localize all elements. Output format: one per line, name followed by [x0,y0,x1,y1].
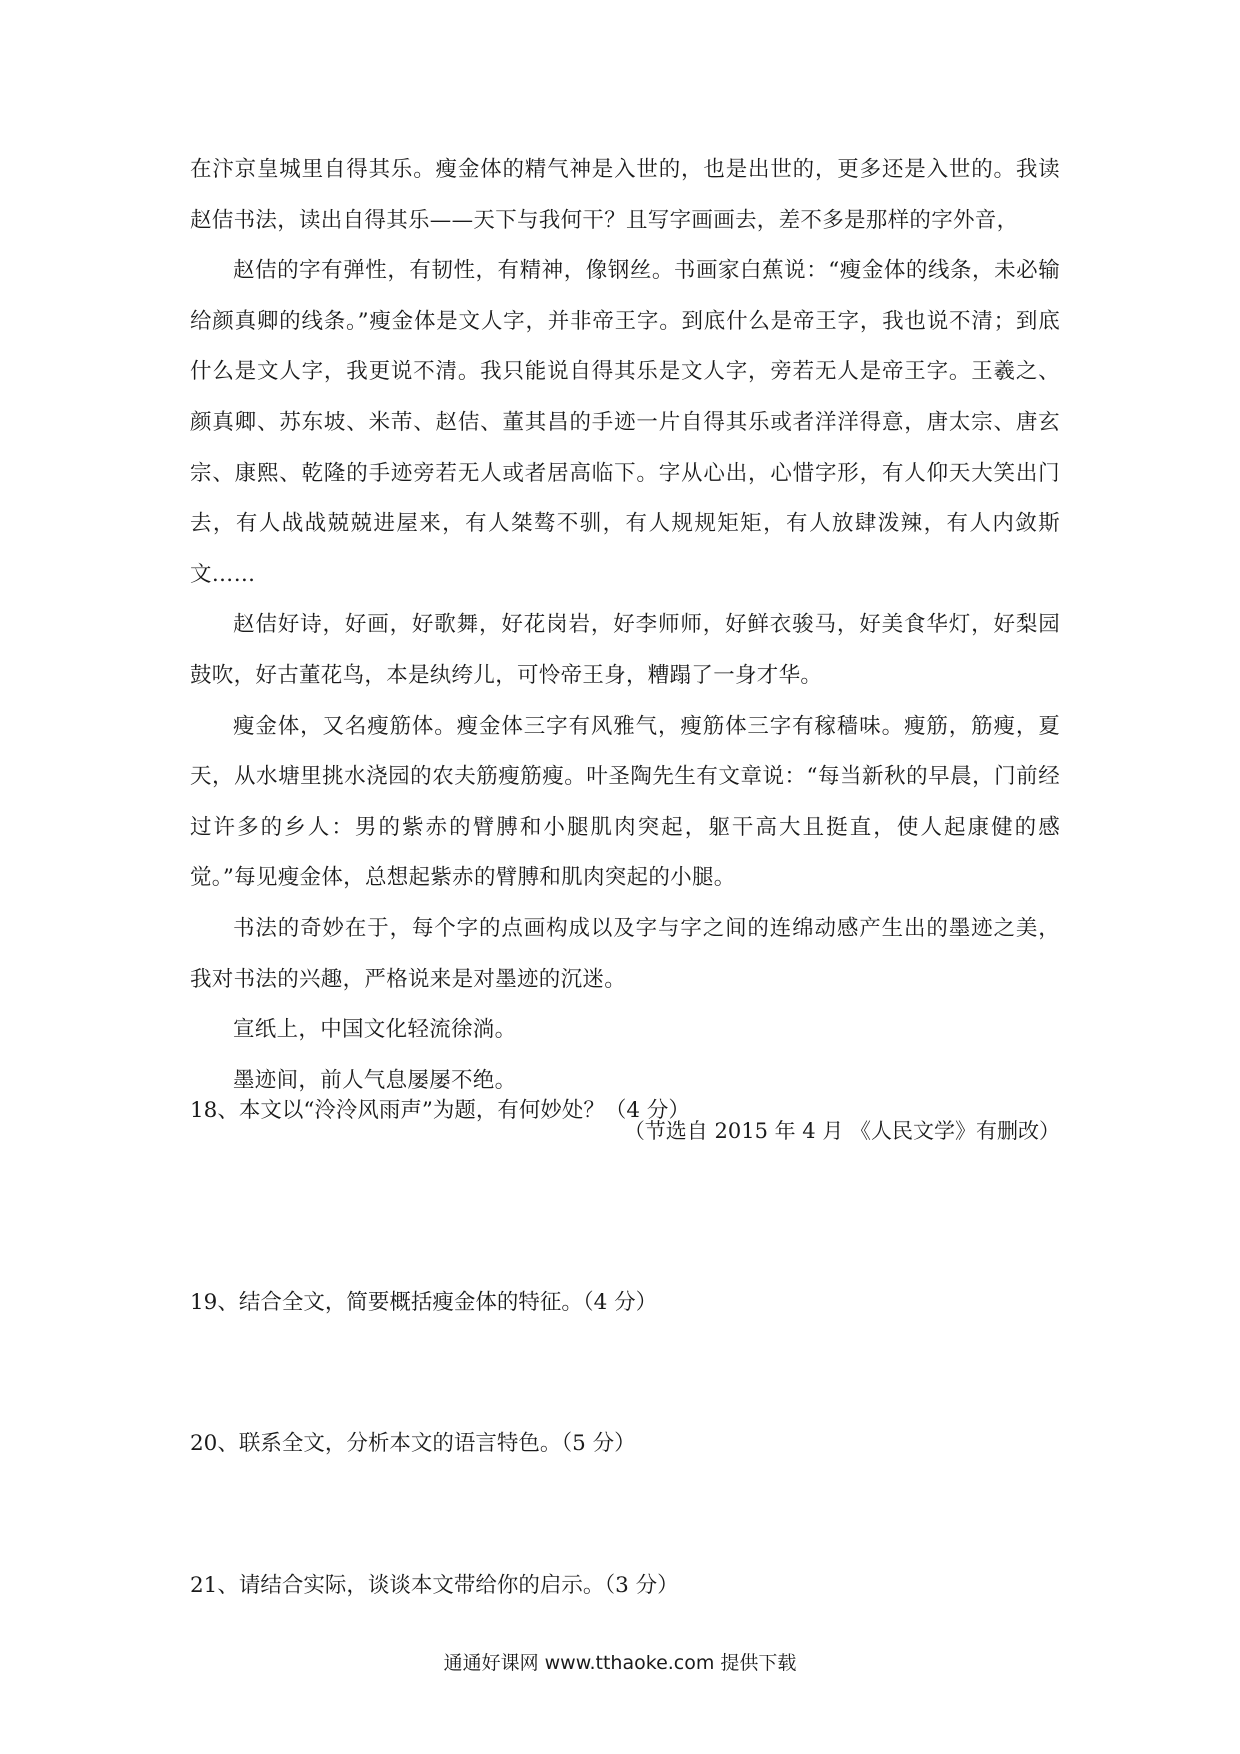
article-paragraph-6: 宣纸上，中国文化轻流徐淌。 [233,1017,517,1043]
article-source: （节选自 2015 年 4 月 《人民文学》有删改） [623,1119,1060,1144]
question-21: 21、请结合实际，谈谈本文带给你的启示。（3 分） [190,1573,679,1598]
article-paragraph-5: 书法的奇妙在于，每个字的点画构成以及字与字之间的连绵动感产生出的墨迹之美，我对书法的兴趣，严格说来是对墨迹的沉迷。 [190,915,1060,992]
article-paragraph-2: 赵佶的字有弹性，有韧性，有精神，像钢丝。书画家白蕉说：“瘦金体的线条，未必输给颜真卿的线条。”瘦金体是文人字，并非帝王字。到底什么是帝王字，我也说不清；到底什么是文人字，我更说不清。我只能说自得其乐是文人字，旁若无人是帝王字。王羲之、颜真卿、苏东坡、米芾、赵佶、董其昌的手迹一片自得其乐或者洋洋得意，唐太宗、唐玄宗、康熙、乾隆的手迹旁若无人或者居高临下。字从心出，心惜字形，有人仰天大笑出门去，有人战战兢兢进屋来，有人桀骜不驯，有人规规矩矩，有人放肆泼辣，有人内敛斯文…… [190,258,1060,587]
article-paragraph-4: 瘦金体，又名瘦筋体。瘦金体三字有风雅气，瘦筋体三字有稼穑味。瘦筋，筋瘦，夏天，从水塘里挑水浇园的农夫筋瘦筋瘦。叶圣陶先生有文章说：“每当新秋的早晨，门前经过许多的乡人：男的紫赤的臂膊和小腿肌肉突起，躯干高大且挺直，使人起康健的感觉。”每见瘦金体，总想起紫赤的臂膊和肌肉突起的小腿。 [190,713,1060,891]
article-body [190,145,1060,1157]
question-18: 18、本文以“泠泠风雨声”为题，有何妙处？（4 分） [190,1098,690,1123]
article-paragraph-7: 墨迹间，前人气息屡屡不绝。 [233,1067,517,1093]
footer-download-note: 通通好课网 www.tthaoke.com 提供下载 [443,1652,797,1674]
article-paragraph-1: 在汴京皇城里自得其乐。瘦金体的精气神是入世的，也是出世的，更多还是入世的。我读赵佶书法，读出自得其乐——天下与我何干？且写字画画去，差不多是那样的字外音， [190,157,1060,233]
article-paragraph-3: 赵佶好诗，好画，好歌舞，好花岗岩，好李师师，好鲜衣骏马，好美食华灯，好梨园鼓吹，好古董花鸟，本是纨绔儿，可怜帝王身，糟蹋了一身才华。 [190,612,1060,688]
question-19: 19、结合全文，简要概括瘦金体的特征。（4 分） [190,1290,658,1315]
question-20: 20、联系全文，分析本文的语言特色。（5 分） [190,1431,636,1456]
